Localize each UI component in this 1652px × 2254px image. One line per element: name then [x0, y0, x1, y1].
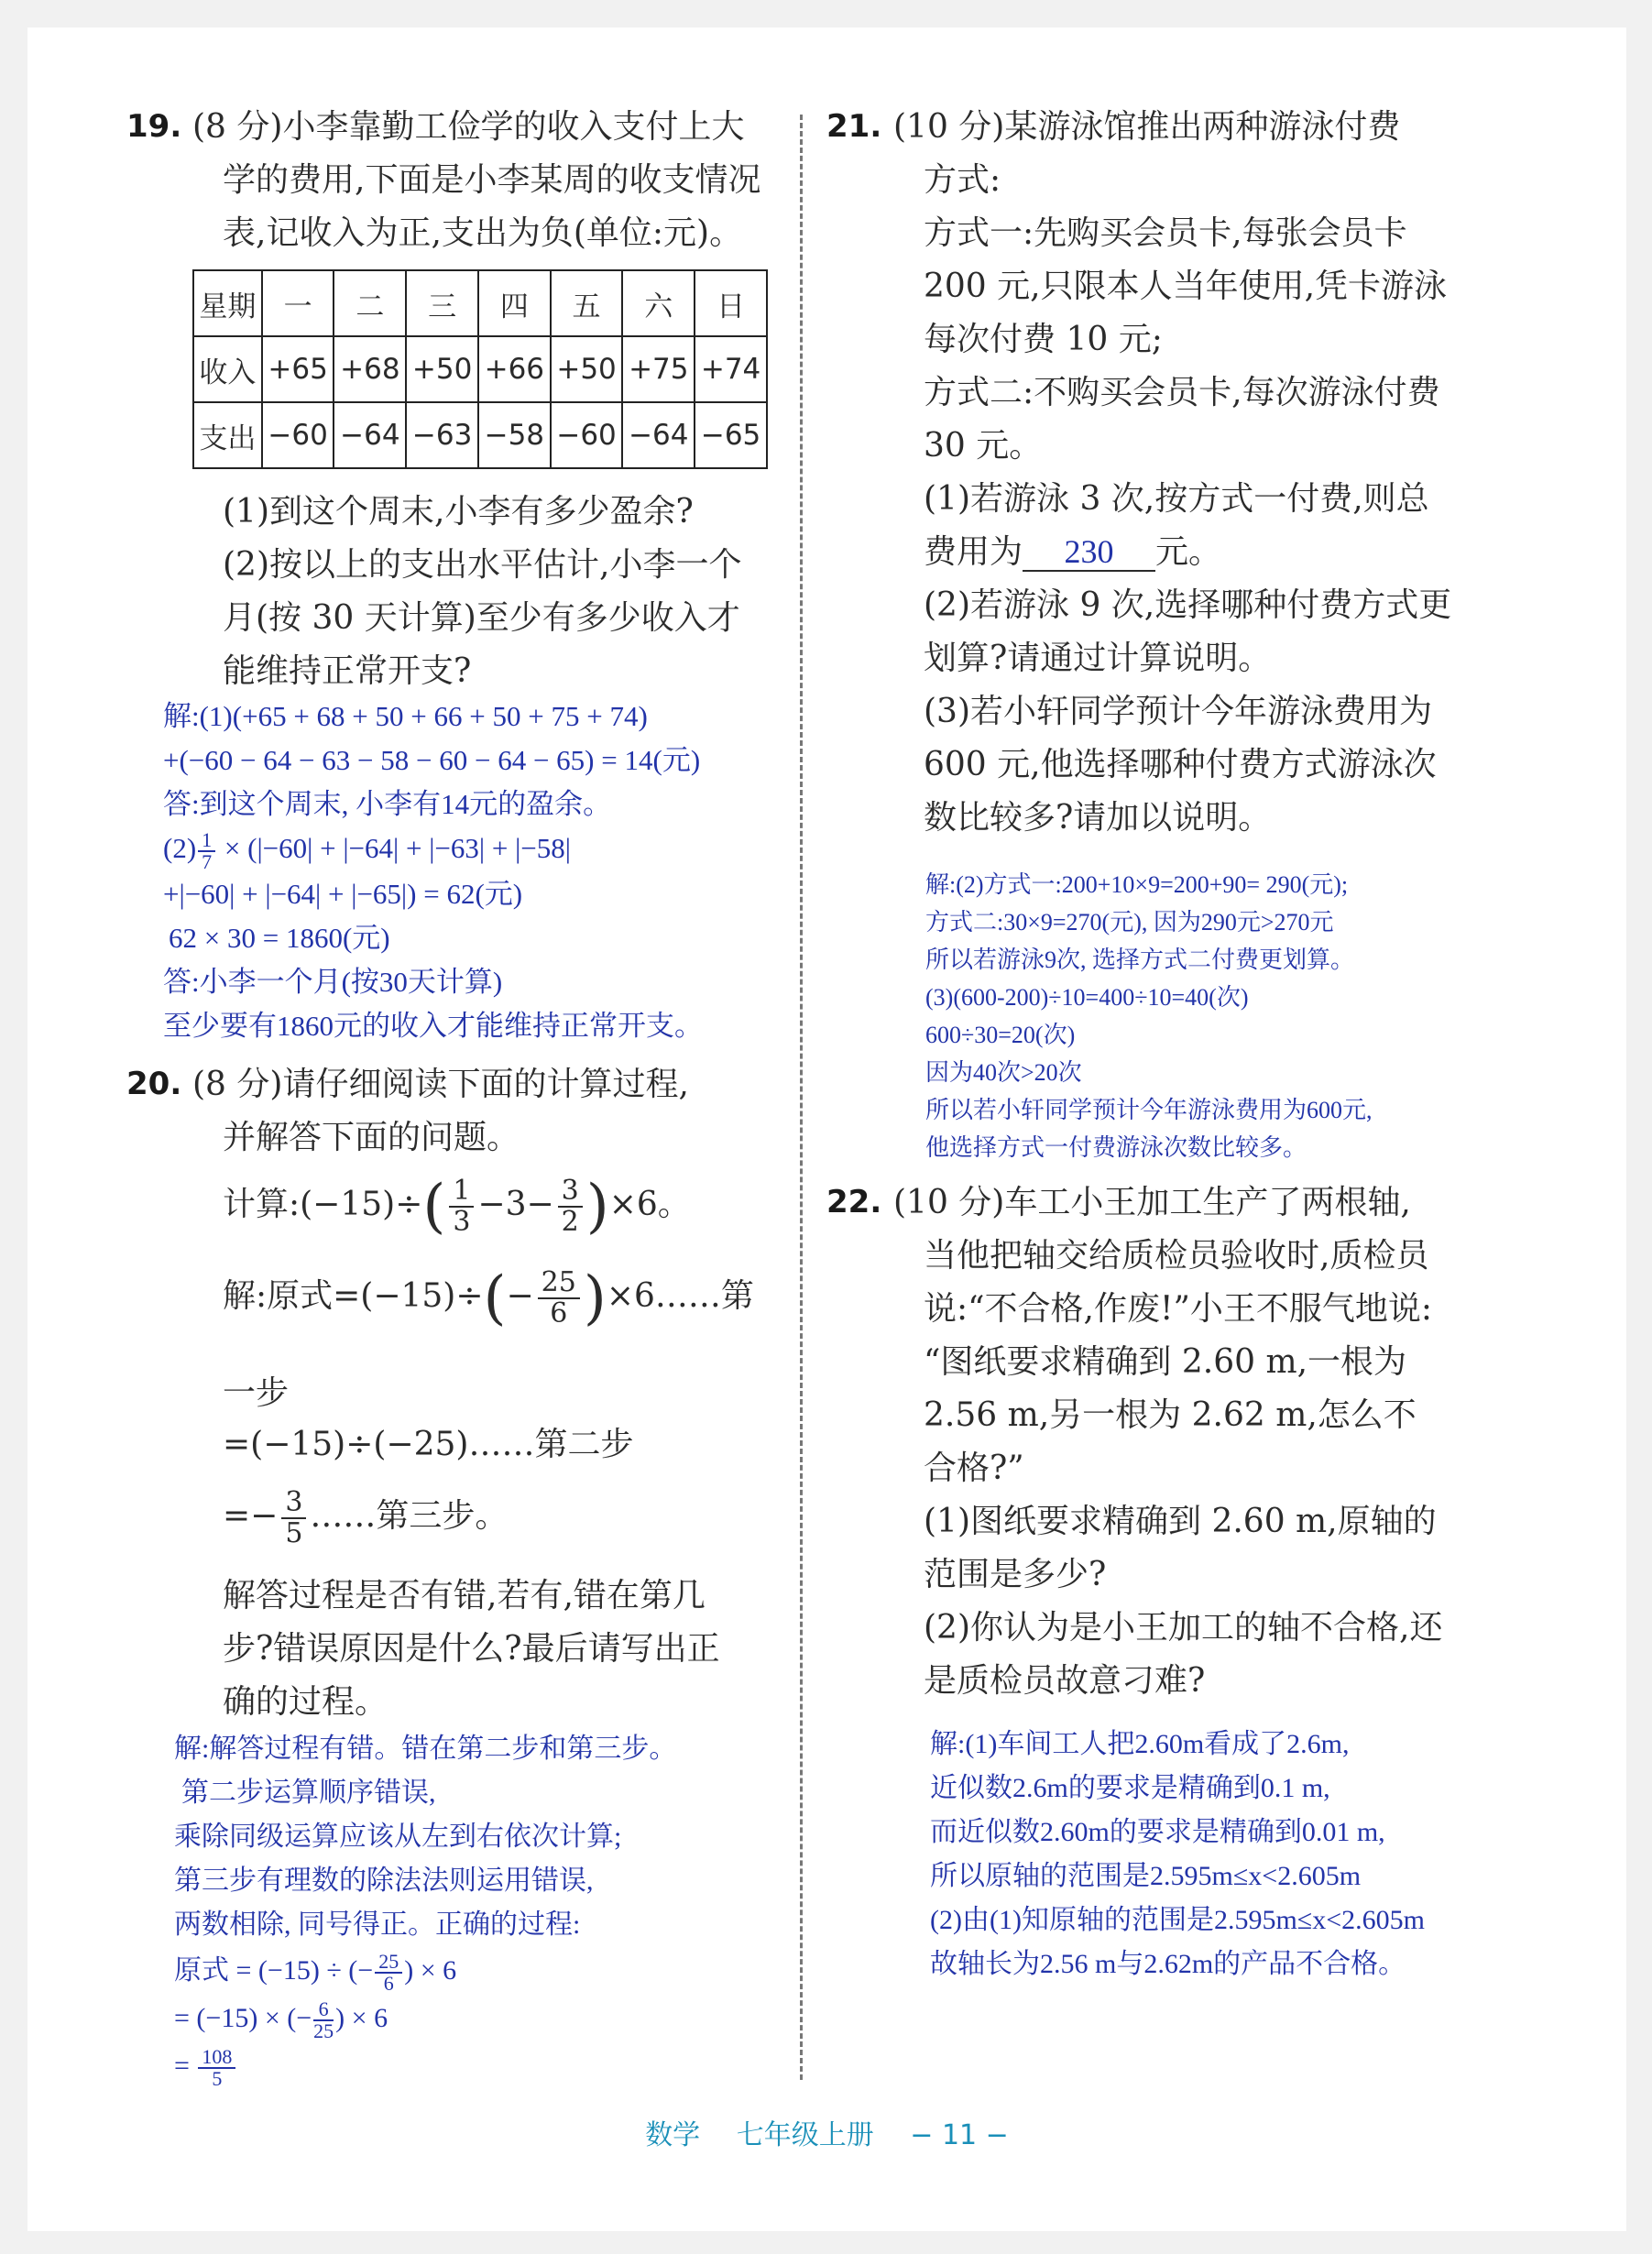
q22-line: 范围是多少?	[924, 1556, 1107, 1593]
answer-line: 乘除同级运算应该从左到右依次计算;	[174, 1822, 622, 1852]
q20-calc	[223, 1168, 691, 1242]
q21-line: 方式一:先购买会员卡,每张会员卡	[924, 214, 1407, 252]
answer-line: 近似数2.6m的要求是精确到0.1 m,	[930, 1773, 1330, 1803]
fraction	[281, 1488, 306, 1548]
answer-text: 原式 = (−15) ÷ (−	[174, 1955, 374, 1986]
calc-end: ×6。	[608, 1186, 691, 1223]
table-cell: 六	[622, 270, 695, 336]
page-number: − 11 −	[910, 2119, 1009, 2151]
q20-answer	[174, 1727, 676, 2090]
table-cell: +50	[406, 336, 478, 402]
answer-line: 两数相除, 同号得正。正确的过程:	[174, 1909, 581, 1940]
q21-line: 方式:	[924, 161, 1001, 199]
table-cell: +74	[695, 336, 767, 402]
q22-line: (2)你认为是小王加工的轴不合格,还	[924, 1609, 1443, 1647]
q19-part-line: 能维持正常开支?	[223, 652, 472, 690]
q21-line: 每次付费 10 元;	[924, 321, 1163, 358]
paren: )	[583, 1264, 607, 1332]
q22-line: 合格?”	[924, 1450, 1024, 1487]
q19-income-table	[192, 269, 768, 469]
q19-part-line: (2)按以上的支出水平估计,小李一个	[223, 546, 742, 584]
table-cell: 日	[695, 270, 767, 336]
fraction	[538, 1268, 580, 1329]
answer-line	[174, 1947, 676, 1995]
q22-line: 是质检员故意刁难?	[924, 1662, 1206, 1700]
paren: (	[483, 1264, 507, 1332]
fraction	[375, 1952, 402, 1994]
answer-line: 解:(1)(+65 + 68 + 50 + 66 + 50 + 75 + 74)	[163, 700, 648, 732]
q22-line: 说:“不合格,作废!”小王不服气地说:	[924, 1290, 1432, 1328]
q20-step3	[223, 1480, 508, 1553]
answer-line: 答:到这个周末, 小李有14元的盈余。	[163, 788, 612, 820]
q22-answer	[930, 1723, 1425, 1986]
q20-line: (8 分)请仔细阅读下面的计算过程,	[192, 1066, 689, 1103]
fraction-denominator: 25	[313, 2019, 334, 2043]
fraction-denominator: 7	[202, 849, 213, 873]
q20-line: 并解答下面的问题。	[223, 1119, 520, 1156]
answer-line: 解:(2)方式一:200+10×9=200+90= 290(元);	[925, 871, 1349, 898]
fraction	[449, 1176, 474, 1237]
q21-fill-line	[893, 526, 1451, 579]
fill-suffix: 元。	[1155, 533, 1222, 571]
q21-line: (2)若游泳 9 次,选择哪种付费方式更	[924, 586, 1452, 624]
table-cell: −65	[695, 402, 767, 468]
q19-part-line: (1)到这个周末,小李有多少盈余?	[223, 493, 694, 531]
fraction-numerator: 1	[449, 1176, 474, 1208]
answer-line: 至少要有1860元的收入才能维持正常开支。	[163, 1009, 703, 1042]
answer-line: 解:解答过程有错。错在第二步和第三步。	[174, 1734, 677, 1764]
q21-line: 600 元,他选择哪种付费方式游泳次	[924, 746, 1437, 783]
page-footer	[27, 2112, 1626, 2152]
q20-line: 一步	[223, 1374, 290, 1412]
answer-part-label: (2)	[163, 832, 197, 864]
fraction-denominator: 6	[550, 1297, 568, 1329]
q19-part-line: 月(按 30 天计算)至少有多少收入才	[223, 599, 740, 637]
answer-line: (2)由(1)知原轴的范围是2.595m≤x<2.605m	[930, 1905, 1426, 1935]
minus-sign: −	[506, 1277, 534, 1315]
table-cell: 三	[406, 270, 478, 336]
table-row	[193, 336, 767, 402]
fraction-numerator: 108	[198, 2047, 235, 2069]
answer-line: 故轴长为2.56 m与2.62m的产品不合格。	[930, 1949, 1406, 1979]
answer-text: =	[174, 2051, 197, 2081]
paren: (	[422, 1173, 446, 1241]
table-cell: +75	[622, 336, 695, 402]
paren: )	[585, 1173, 609, 1241]
fraction-denominator: 5	[212, 2067, 223, 2091]
table-cell: 二	[334, 270, 406, 336]
fraction-numerator: 1	[198, 830, 215, 852]
fraction-numerator: 25	[375, 1952, 402, 1974]
answer-line: 所以若游泳9次, 选择方式二付费更划算。	[925, 946, 1355, 973]
answer-line: 因为40次>20次	[925, 1059, 1082, 1086]
table-cell: −60	[262, 402, 334, 468]
table-cell: +68	[334, 336, 406, 402]
answer-text: × (|−60| + |−64| + |−63| + |−58|	[217, 832, 571, 864]
page	[27, 27, 1626, 2231]
q22-number: 22.	[826, 1184, 882, 1220]
answer-line: 600÷30=20(次)	[925, 1022, 1076, 1048]
q20-solution-step1	[223, 1260, 754, 1333]
q22-line: (10 分)车工小王加工生产了两根轴,	[893, 1184, 1411, 1221]
fraction-denominator: 3	[453, 1206, 471, 1238]
q21-answer	[925, 866, 1373, 1166]
answer-line: 第二步运算顺序错误,	[181, 1778, 436, 1808]
q21-line: 方式二:不购买会员卡,每次游泳付费	[924, 374, 1440, 411]
solution-label: 解:原式=(−15)÷	[223, 1277, 484, 1315]
table-cell: −64	[334, 402, 406, 468]
q21-line: 划算?请通过计算说明。	[924, 640, 1272, 677]
answer-line: 方式二:30×9=270(元), 因为290元>270元	[925, 909, 1334, 936]
q20-question	[223, 1570, 720, 1729]
answer-line	[163, 826, 703, 872]
q21-line: (10 分)某游泳馆推出两种游泳付费	[893, 108, 1401, 146]
fraction-numerator: 6	[313, 1999, 334, 2021]
table-cell: 四	[478, 270, 551, 336]
table-cell: +66	[478, 336, 551, 402]
answer-text: = (−15) × (−	[174, 2003, 312, 2033]
table-row	[193, 402, 767, 468]
q21-line: 30 元。	[924, 427, 1043, 465]
q22-line: “图纸要求精确到 2.60 m,一根为	[924, 1343, 1407, 1381]
fraction-numerator: 25	[538, 1268, 580, 1299]
table-cell: 星期	[193, 270, 262, 336]
q21-line: (1)若游泳 3 次,按方式一付费,则总	[924, 480, 1429, 518]
step3-prefix: =−	[223, 1497, 279, 1535]
q19-line: (8 分)小李靠勤工俭学的收入支付上大	[192, 108, 745, 146]
q20-number: 20.	[126, 1066, 182, 1102]
fraction	[313, 1999, 334, 2041]
fraction-denominator: 6	[383, 1972, 394, 1996]
calc-mid: −3−	[477, 1186, 554, 1223]
answer-line: 而近似数2.60m的要求是精确到0.01 m,	[930, 1817, 1385, 1847]
table-row	[193, 270, 767, 336]
q22-line: (1)图纸要求精确到 2.60 m,原轴的	[924, 1503, 1437, 1540]
answer-text: ) × 6	[404, 1955, 457, 1986]
footer-subject: 数学	[645, 2119, 701, 2151]
answer-line	[174, 1995, 676, 2042]
q21-line: (3)若小轩同学预计今年游泳费用为	[924, 693, 1432, 730]
answer-text: ) × 6	[335, 2003, 388, 2033]
calc-label: 计算:(−15)÷	[223, 1186, 423, 1223]
answer-line: 62 × 30 = 1860(元)	[169, 921, 390, 954]
answer-line: +(−60 − 64 − 63 − 58 − 60 − 64 − 65) = 14(元)	[163, 744, 701, 776]
q19-stem	[192, 101, 760, 260]
answer-line: +|−60| + |−64| + |−65|) = 62(元)	[163, 877, 523, 910]
table-cell: −63	[406, 402, 478, 468]
table-cell: +50	[551, 336, 623, 402]
answer-line: 第三步有理数的除法法则运用错误,	[174, 1866, 594, 1896]
table-cell: 支出	[193, 402, 262, 468]
q20-line: 确的过程。	[223, 1683, 388, 1721]
fraction	[558, 1176, 583, 1237]
answer-line: 他选择方式一付费游泳次数比较多。	[925, 1134, 1307, 1161]
answer-line: 所以原轴的范围是2.595m≤x<2.605m	[930, 1861, 1362, 1891]
q22-line: 2.56 m,另一根为 2.62 m,怎么不	[924, 1396, 1417, 1434]
table-cell: 收入	[193, 336, 262, 402]
step3-end: ……第三步。	[310, 1497, 509, 1535]
q20-stem	[192, 1058, 689, 1165]
q22-stem	[893, 1176, 1442, 1708]
table-cell: 五	[551, 270, 623, 336]
q22-line: 当他把轴交给质检员验收时,质检员	[924, 1237, 1429, 1275]
fill-prefix: 费用为	[924, 533, 1023, 571]
fraction-denominator: 5	[285, 1517, 303, 1549]
fill-in-blank-answer: 230	[1023, 533, 1155, 572]
fraction-numerator: 3	[558, 1176, 583, 1208]
answer-line: (3)(600-200)÷10=400÷10=40(次)	[925, 984, 1249, 1011]
table-cell: −64	[622, 402, 695, 468]
footer-grade: 七年级上册	[736, 2119, 874, 2151]
q20-line: 解答过程是否有错,若有,错在第几	[223, 1577, 706, 1614]
q21-line: 数比较多?请加以说明。	[924, 799, 1272, 837]
q19-parts	[223, 486, 741, 698]
q21-stem	[893, 101, 1451, 845]
fraction-numerator: 3	[281, 1488, 306, 1519]
fraction	[198, 2047, 235, 2089]
q19-number: 19.	[126, 108, 182, 145]
q20-step2: =(−15)÷(−25)……第二步	[223, 1426, 634, 1463]
table-cell: −58	[478, 402, 551, 468]
q19-answer	[163, 695, 703, 1048]
q19-line: 表,记收入为正,支出为负(单位:元)。	[223, 214, 743, 252]
table-cell: 一	[262, 270, 334, 336]
fraction-denominator: 2	[561, 1206, 579, 1238]
answer-line	[174, 2042, 676, 2090]
answer-line: 所以若小轩同学预计今年游泳费用为600元,	[925, 1097, 1373, 1123]
answer-line: 答:小李一个月(按30天计算)	[163, 965, 503, 998]
table-cell: +65	[262, 336, 334, 402]
q21-line: 200 元,只限本人当年使用,凭卡游泳	[924, 268, 1448, 305]
fraction	[198, 827, 215, 873]
q21-number: 21.	[826, 108, 882, 145]
answer-line: 解:(1)车间工人把2.60m看成了2.6m,	[930, 1729, 1350, 1759]
q20-line: 步?错误原因是什么?最后请写出正	[223, 1630, 720, 1668]
q19-line: 学的费用,下面是小李某周的收支情况	[223, 161, 761, 199]
table-cell: −60	[551, 402, 623, 468]
column-divider	[800, 115, 803, 2080]
solution-end: ×6……第	[606, 1277, 754, 1315]
